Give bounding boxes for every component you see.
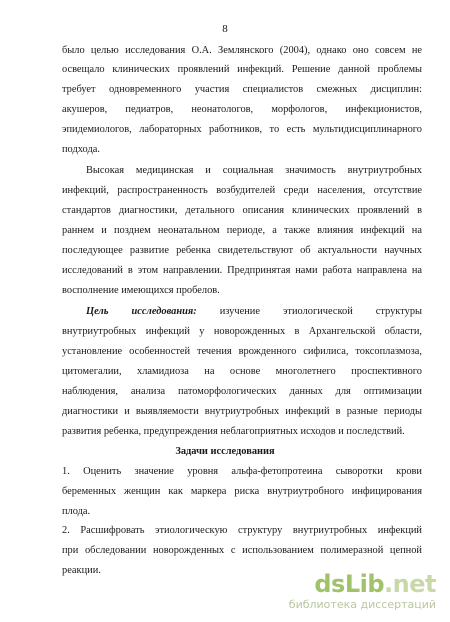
page-number: 8	[222, 23, 228, 35]
text-line: Высокая медицинская и социальная значимость внутриутробных	[86, 165, 422, 176]
text-line: установление особенностей течения врожденного сифилиса, токсоплазмоза,	[62, 346, 422, 357]
text-line: инфекций, распространенность возбудителей среди населения, отсутствие	[62, 185, 422, 196]
goal-text: изучение этиологической структуры	[219, 306, 422, 317]
text-line: акушеров, педиатров, неонатологов, морфологов, инфекционистов,	[62, 104, 422, 115]
text-line: было целью исследования О.А. Землянского (2004), однако оно совсем не	[62, 45, 422, 56]
watermark-subtitle: библиотека диссертаций	[288, 598, 436, 611]
task-line: реакции.	[62, 565, 101, 576]
text-line: подхода.	[62, 144, 100, 155]
task-line: 1. Оценить значение уровня альфа-фетопротеина сыворотки крови	[62, 466, 422, 477]
text-line: исследований в этом направлении. Предпринятая нами работа направлена на	[62, 265, 422, 276]
task-line: при обследовании новорожденных с использованием полимеразной цепной	[62, 545, 422, 556]
text-line: восполнение имеющихся пробелов.	[62, 285, 220, 296]
text-line: диагностики и выявляемости внутриутробных инфекций в разные периоды	[62, 406, 422, 417]
text-line: развития ребенка, предупреждения неблагоприятных исходов и последствий.	[62, 426, 405, 437]
text-line: цитомегалии, хламидиоза на основе многолетнего проспективного	[62, 366, 422, 377]
watermark	[288, 570, 442, 614]
goal-label: Цель исследования:	[86, 306, 197, 317]
task-line: плода.	[62, 506, 91, 517]
task-line: 2. Расшифровать этиологическую структуру внутриутробных инфекций	[62, 525, 422, 536]
text-line: внутриутробных инфекций у новорожденных в Архангельской области,	[62, 326, 422, 337]
section-heading: Задачи исследования	[175, 446, 275, 457]
text-line: раннем и позднем неонатальном периоде, а также влияния инфекций на	[62, 225, 422, 236]
watermark-logo: dsLib.net	[314, 570, 436, 598]
text-line: освещало клинических проявлений инфекций. Решение данной проблемы	[62, 64, 422, 75]
text-line: стандартов диагностики, детального описания клинических проявлений в	[62, 205, 422, 216]
text-line: требует одновременного участия специалистов смежных дисциплин:	[62, 84, 422, 95]
text-line: эпидемиологов, лабораторных работников, то есть мультидисциплинарного	[62, 124, 422, 135]
goal-line	[86, 305, 422, 318]
text-line: последующее развитие ребенка свидетельствуют об актуальности научных	[62, 245, 422, 256]
text-line: наблюдения, анализа патоморфологических данных для оптимизации	[62, 386, 422, 397]
task-line: беременных женщин как маркера риска внутриутробного инфицирования	[62, 486, 422, 497]
